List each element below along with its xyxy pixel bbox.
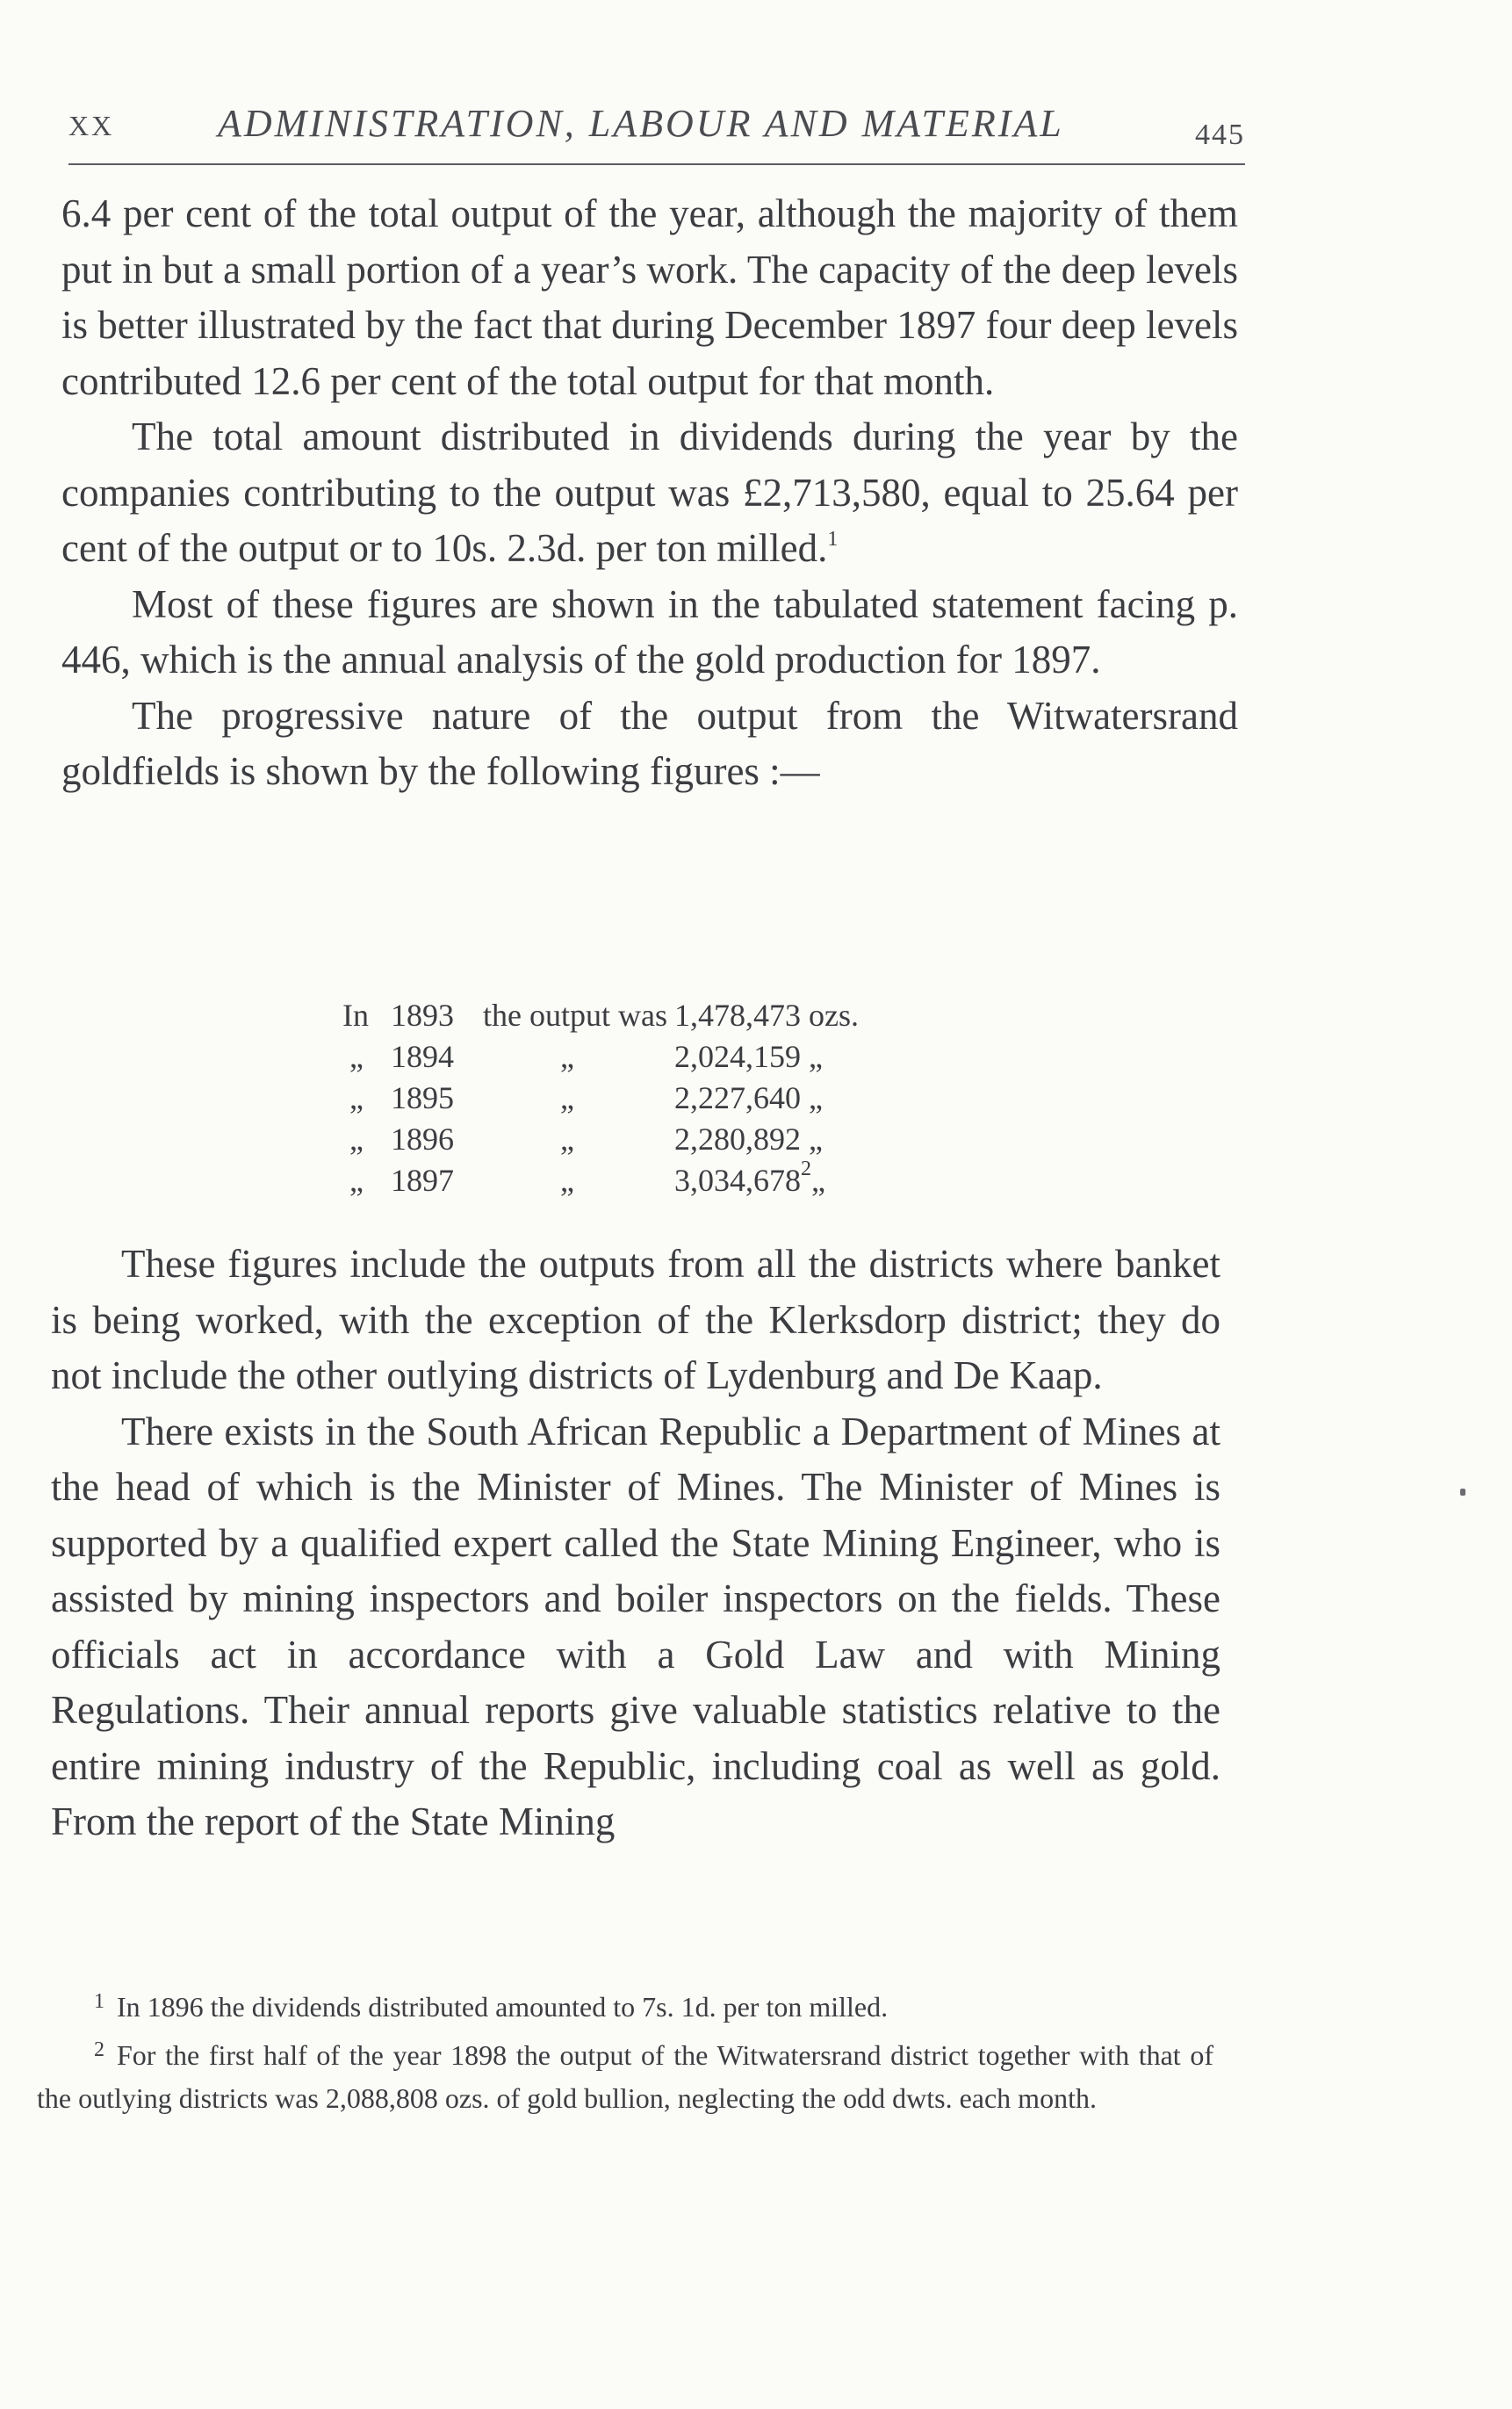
- row-label: the output was: [483, 998, 667, 1033]
- row-value: [674, 1038, 823, 1075]
- running-header: [68, 101, 1245, 162]
- table-row: [342, 1038, 1115, 1079]
- value-unit: „: [811, 1163, 825, 1198]
- value-unit: ozs.: [809, 998, 859, 1033]
- value-number: 2,280,892: [674, 1122, 801, 1157]
- paragraph-text: The total amount distributed in dividends during the year by the companies contributing to the output was £2,713,580, equal to 25.64 per cent of the output or to 10s. 2.3d. per ton milled.: [61, 415, 1238, 570]
- row-year: 1893: [391, 998, 454, 1033]
- footnote-number: 2: [94, 2038, 104, 2061]
- row-prefix: „: [349, 1163, 364, 1198]
- footnote-text: In 1896 the dividends distributed amounted to 7s. 1d. per ton milled.: [117, 1991, 889, 2023]
- body-text-top: [61, 186, 1238, 800]
- paragraph: Most of these figures are shown in the tabulated statement facing p. 446, which is the annual analysis of the gold production for 1897.: [61, 581, 1238, 682]
- value-unit: „: [809, 1039, 823, 1074]
- row-prefix: In: [342, 998, 369, 1033]
- footnote: [37, 2029, 1213, 2120]
- running-title: ADMINISTRATION, LABOUR AND MATERIAL: [218, 102, 1064, 145]
- footnote-ref: 2: [801, 1158, 811, 1180]
- footnote-ref: 1: [827, 528, 839, 551]
- table-row: [342, 997, 1115, 1038]
- row-label: „: [560, 1039, 574, 1074]
- table-row: [342, 1121, 1115, 1162]
- value-unit: „: [809, 1122, 823, 1157]
- table-row: [342, 1079, 1115, 1121]
- header-rule: [68, 163, 1245, 165]
- footnotes: [37, 1980, 1213, 2120]
- row-value: [674, 1121, 823, 1158]
- row-year: 1896: [391, 1122, 454, 1157]
- paragraph: These figures include the outputs from all the districts where banket is being worked, with the exception of the Klerksdorp district; they do not include the other outlying districts of Lydenburg and De Kaap.: [51, 1242, 1220, 1397]
- row-year: 1897: [391, 1163, 454, 1198]
- output-table: [342, 997, 1115, 1203]
- row-value: [674, 997, 859, 1034]
- value-number: 3,034,678: [674, 1163, 801, 1198]
- paragraph: The progressive nature of the output from the Witwatersrand goldfields is shown by the following figures :—: [61, 693, 1238, 793]
- row-label: „: [560, 1080, 574, 1115]
- footnote-text: For the first half of the year 1898 the output of the Witwatersrand district together with that of the outlying districts was 2,088,808 ozs. of gold bullion, neglecting the odd dwts. each month.: [37, 2039, 1213, 2114]
- paragraph: 6.4 per cent of the total output of the year, although the majority of them put in but a small portion of a year’s work. The capacity of the deep levels is better illustrated by the fact that during December 1897 four deep levels contributed 12.6 per cent of the total output for that month.: [61, 191, 1238, 403]
- row-value: [674, 1158, 825, 1199]
- value-number: 2,024,159: [674, 1039, 801, 1074]
- paragraph: There exists in the South African Republic a Department of Mines at the head of which is the Minister of Mines. The Minister of Mines is supported by a qualified expert called the State Mining Engineer, who is assisted by mining inspectors and boiler inspectors on the fields. These officials act in accordance with a Gold Law and with Mining Regulations. Their annual reports give valuable statistics relative to the entire mining industry of the Republic, including coal as well as gold. From the report of the State Mining: [51, 1409, 1220, 1843]
- chapter-number: XX: [68, 110, 115, 141]
- body-text-bottom: [51, 1237, 1220, 1850]
- row-label: „: [560, 1163, 574, 1198]
- row-prefix: „: [349, 1122, 364, 1157]
- footnote-number: 1: [94, 1990, 104, 2013]
- page-number: 445: [1195, 119, 1245, 151]
- paragraph: [61, 409, 1238, 577]
- row-label: „: [560, 1122, 574, 1157]
- row-value: [674, 1079, 823, 1116]
- value-unit: „: [809, 1080, 823, 1115]
- row-year: 1894: [391, 1039, 454, 1074]
- value-number: 1,478,473: [674, 998, 801, 1033]
- footnote: [37, 1980, 1213, 2029]
- row-prefix: „: [349, 1080, 364, 1115]
- table-row: [342, 1158, 1115, 1203]
- value-number: 2,227,640: [674, 1080, 801, 1115]
- margin-mark: [1460, 1489, 1465, 1496]
- row-prefix: „: [349, 1039, 364, 1074]
- row-year: 1895: [391, 1080, 454, 1115]
